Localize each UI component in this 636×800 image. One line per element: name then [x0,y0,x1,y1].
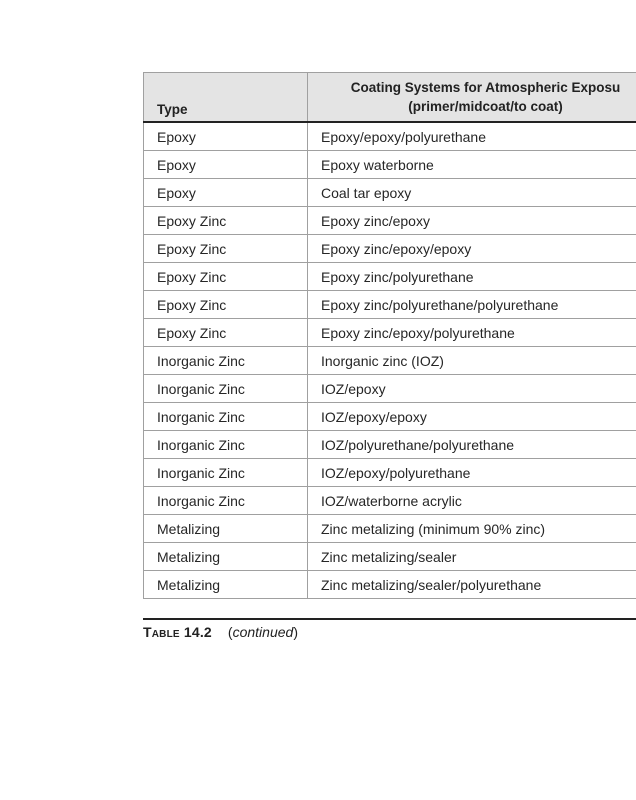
table-row [144,459,636,487]
type-column-header: Type [144,73,308,123]
table-caption-note [228,624,298,640]
coating-system-cell: Zinc metalizing (minimum 90% zinc) [308,515,636,543]
type-cell: Inorganic Zinc [144,375,308,403]
coating-system-cell: Epoxy waterborne [308,151,636,179]
type-cell: Epoxy Zinc [144,207,308,235]
type-cell: Epoxy Zinc [144,235,308,263]
table-row [144,179,636,207]
type-cell: Epoxy Zinc [144,319,308,347]
table-row [144,291,636,319]
type-cell: Inorganic Zinc [144,459,308,487]
coating-system-cell: IOZ/epoxy [308,375,636,403]
type-cell: Metalizing [144,571,308,599]
table-row [144,487,636,515]
table-row [144,515,636,543]
type-cell: Epoxy Zinc [144,263,308,291]
type-cell: Metalizing [144,543,308,571]
table-row [144,319,636,347]
table-caption [143,618,636,640]
coating-system-cell: Zinc metalizing/sealer [308,543,636,571]
type-cell: Epoxy [144,179,308,207]
coating-system-cell: Inorganic zinc (IOZ) [308,347,636,375]
type-cell: Epoxy [144,122,308,151]
coating-systems-header-line2: (primer/midcoat/to coat) [408,99,563,114]
table-row [144,543,636,571]
caption-note-open-paren: ( [227,624,233,640]
table-row [144,347,636,375]
coating-system-cell: IOZ/polyurethane/polyurethane [308,431,636,459]
table-row [144,403,636,431]
coating-system-cell: Epoxy zinc/epoxy [308,207,636,235]
table-row [144,151,636,179]
type-cell: Inorganic Zinc [144,487,308,515]
coating-system-cell: IOZ/epoxy/epoxy [308,403,636,431]
table-row [144,263,636,291]
coating-system-cell: Epoxy zinc/polyurethane [308,263,636,291]
coating-system-cell: Epoxy/epoxy/polyurethane [308,122,636,151]
type-cell: Inorganic Zinc [144,403,308,431]
type-cell: Metalizing [144,515,308,543]
table-caption-label: Table 14.2 [143,624,212,640]
table-row [144,375,636,403]
type-cell: Epoxy [144,151,308,179]
coating-system-cell: IOZ/epoxy/polyurethane [308,459,636,487]
coating-system-cell: Epoxy zinc/epoxy/polyurethane [308,319,636,347]
table-row [144,207,636,235]
table-row [144,431,636,459]
caption-note-text: continued [232,624,294,640]
coating-system-cell: Epoxy zinc/polyurethane/polyurethane [308,291,636,319]
type-cell: Inorganic Zinc [144,431,308,459]
coating-systems-column-header [308,73,636,123]
table-body [144,122,636,599]
table-row [144,122,636,151]
coating-systems-header-line1: Coating Systems for Atmospheric Exposu [350,80,621,95]
table-header-row [144,73,636,123]
coating-system-cell: Epoxy zinc/epoxy/epoxy [308,235,636,263]
caption-note-close-paren: ) [293,624,298,640]
coating-systems-table [143,72,636,599]
table-row [144,571,636,599]
table-row [144,235,636,263]
type-cell: Epoxy Zinc [144,291,308,319]
coating-system-cell: Coal tar epoxy [308,179,636,207]
type-cell: Inorganic Zinc [144,347,308,375]
coating-system-cell: Zinc metalizing/sealer/polyurethane [308,571,636,599]
coating-system-cell: IOZ/waterborne acrylic [308,487,636,515]
